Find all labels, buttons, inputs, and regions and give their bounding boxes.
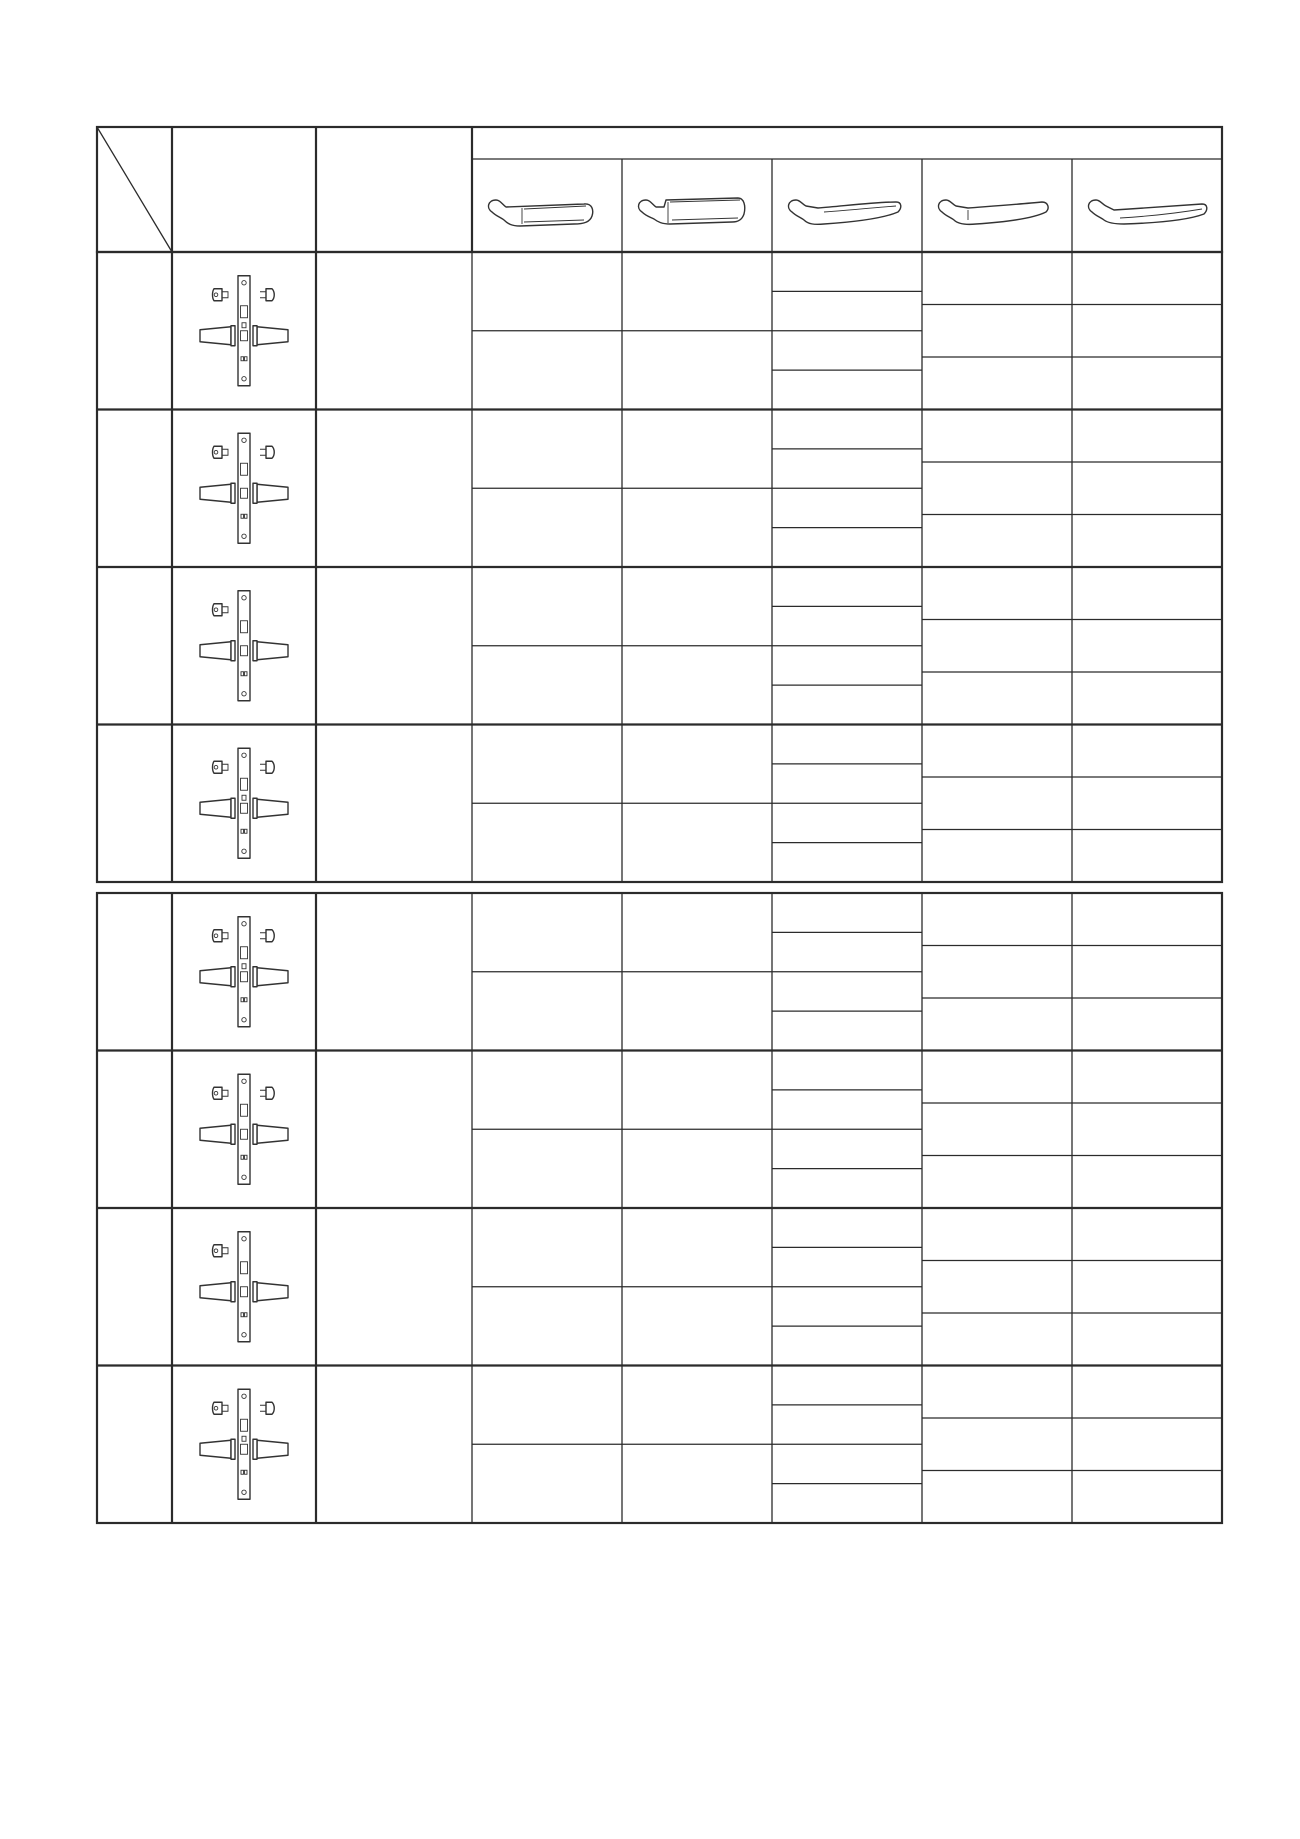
lever-handle-style-a-icon — [489, 200, 593, 226]
lever-handle-style-b-icon — [639, 198, 745, 224]
mortise-lock-diagram-icon — [200, 1232, 288, 1342]
lever-handle-style-c-icon — [789, 200, 901, 224]
mortise-lock-diagram-icon — [200, 1074, 288, 1184]
corner-diagonal — [97, 127, 172, 252]
lever-handle-style-d-icon — [939, 200, 1049, 224]
header-frame — [97, 127, 1222, 252]
mortise-lock-diagram-icon — [200, 917, 288, 1027]
mortise-lock-diagram-icon — [200, 433, 288, 543]
mortise-lock-diagram-icon — [200, 591, 288, 701]
mortise-lock-diagram-icon — [200, 748, 288, 858]
mortise-lock-diagram-icon — [200, 276, 288, 386]
mortise-lock-diagram-icon — [200, 1389, 288, 1499]
lever-handle-style-e-icon — [1089, 200, 1207, 224]
